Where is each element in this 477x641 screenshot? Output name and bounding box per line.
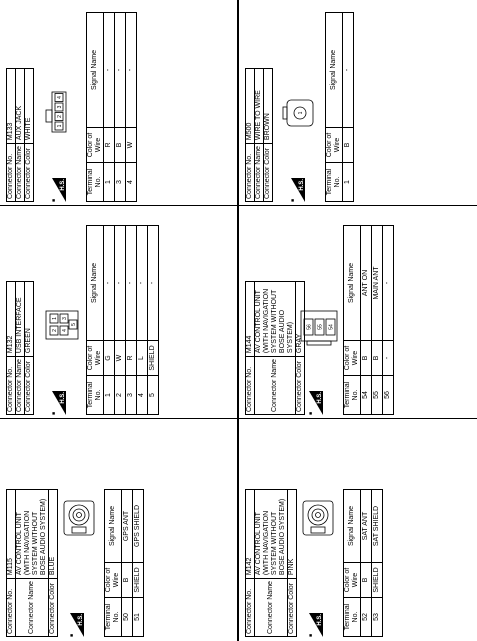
hs-badge-icon <box>291 178 305 202</box>
wire-color-cell: B <box>115 128 126 163</box>
connector-no-label: Connector No. <box>246 357 255 415</box>
connector-info-table <box>245 281 305 415</box>
section-separator <box>0 418 238 419</box>
connector-color-label: Connector Color <box>49 579 58 637</box>
connector-name-value: AV CONTROL UNIT (WITH NAVIGATION SYSTEM WITHOUT BOSE AUDIO SYSTEM) <box>255 490 288 579</box>
signal-name-cell: - <box>126 226 137 341</box>
connector-name-value: USB INTERFACE <box>16 282 25 357</box>
hs-label: H.S. <box>317 614 323 626</box>
hs-badge-icon <box>309 391 323 415</box>
wire-color-cell: B <box>361 563 372 598</box>
connector-name-label: Connector Name <box>255 357 296 415</box>
color-of-wire-header: Color of Wire <box>344 341 361 376</box>
connector-name-label: Connector Name <box>16 357 25 415</box>
connector-no-value: M132 <box>7 282 16 357</box>
table-row <box>383 226 394 415</box>
wire-color-cell: R <box>126 341 137 376</box>
connector-section-2 <box>0 0 238 206</box>
wire-color-cell: SHIELD <box>133 563 144 598</box>
terminal-no-cell: 56 <box>383 376 394 415</box>
signal-name-header: Signal Name <box>326 13 343 128</box>
color-of-wire-header: Color of Wire <box>105 563 122 598</box>
connector-face-icon <box>299 301 339 349</box>
pin-number: 1 <box>57 124 63 128</box>
table-row <box>104 13 115 202</box>
signal-name-header: Signal Name <box>344 490 361 563</box>
hs-label: H.S. <box>60 179 66 191</box>
wire-color-cell: - <box>383 341 394 376</box>
signal-name-cell: GPS SHIELD <box>133 490 144 563</box>
connector-face-icon <box>42 301 82 349</box>
connector-drawing <box>42 88 87 136</box>
signal-name-header: Signal Name <box>344 226 361 341</box>
signal-name-cell: MAIN ANT <box>372 226 383 341</box>
section-separator <box>239 205 477 206</box>
terminal-no-header: Terminal No. <box>105 598 122 637</box>
pin-number: 55 <box>317 324 324 330</box>
terminal-table <box>343 225 394 415</box>
connector-face-icon <box>42 88 82 136</box>
hs-car-icon: ■ <box>308 633 314 637</box>
color-of-wire-header: Color of Wire <box>326 128 343 163</box>
table-row <box>126 13 137 202</box>
connector-face-icon <box>299 493 339 541</box>
hs-label: H.S. <box>317 392 323 404</box>
terminal-no-cell: 3 <box>115 163 126 202</box>
table-row <box>126 226 137 415</box>
connector-color-label: Connector Color <box>25 357 34 415</box>
color-of-wire-header: Color of Wire <box>87 341 104 376</box>
color-of-wire-header: Color of Wire <box>344 563 361 598</box>
signal-name-cell: - <box>115 13 126 128</box>
pin-number: 3 <box>62 317 68 320</box>
connector-name-label: Connector Name <box>255 144 264 202</box>
terminal-table <box>325 12 354 202</box>
upper-row <box>0 0 238 641</box>
pin-number: 4 <box>62 329 68 332</box>
hs-car-icon: ■ <box>51 198 57 202</box>
terminal-no-cell: 53 <box>372 598 383 637</box>
connector-info-table <box>6 489 58 637</box>
connector-no-label: Connector No. <box>7 357 16 415</box>
terminal-table <box>104 489 144 637</box>
connector-face-icon <box>60 493 100 541</box>
hs-badge-icon <box>70 613 84 637</box>
connector-color-label: Connector Color <box>264 144 273 202</box>
lower-row <box>239 0 477 641</box>
terminal-no-header: Terminal No. <box>344 376 361 415</box>
terminal-no-cell: 1 <box>104 376 115 415</box>
pin-number: 1 <box>298 111 304 115</box>
signal-name-header: Signal Name <box>87 226 104 341</box>
table-row <box>115 13 126 202</box>
connector-info-table <box>245 68 273 202</box>
wire-color-cell: W <box>115 341 126 376</box>
hs-car-icon: ■ <box>290 198 296 202</box>
wire-color-cell: B <box>361 341 372 376</box>
connector-color-label: Connector Color <box>288 579 297 637</box>
connector-drawing <box>42 301 87 349</box>
section-separator <box>0 205 238 206</box>
section-separator <box>239 418 477 419</box>
hs-label: H.S. <box>78 614 84 626</box>
connector-color-value: BROWN <box>264 69 273 144</box>
hs-car-icon: ■ <box>69 633 75 637</box>
hs-badge-icon <box>52 391 66 415</box>
terminal-no-cell: 5 <box>148 376 159 415</box>
signal-name-cell: - <box>148 226 159 341</box>
connector-name-label: Connector Name <box>255 579 288 637</box>
terminal-no-header: Terminal No. <box>326 163 343 202</box>
pin-number: 1 <box>52 317 58 320</box>
signal-name-cell: - <box>104 13 115 128</box>
terminal-no-cell: 4 <box>137 376 148 415</box>
connector-no-label: Connector No. <box>7 579 16 637</box>
terminal-no-cell: 50 <box>122 598 133 637</box>
pin-number: 3 <box>57 105 63 109</box>
connector-name-value: WIRE TO WIRE <box>255 69 264 144</box>
connector-name-value: AUX JACK <box>16 69 25 144</box>
signal-name-cell: - <box>137 226 148 341</box>
wire-color-cell: B <box>372 341 383 376</box>
connector-drawing <box>281 88 326 136</box>
signal-name-cell: SAT SHIELD <box>372 490 383 563</box>
hs-label: H.S. <box>299 179 305 191</box>
wire-color-cell: B <box>343 128 354 163</box>
terminal-no-cell: 1 <box>104 163 115 202</box>
table-row <box>361 226 372 415</box>
connector-name-value: AV CONTROL UNIT (WITH NAVIGATION SYSTEM WITHOUT BOSE AUDIO SYSTEM) <box>255 282 296 357</box>
signal-name-cell: ANT ON <box>361 226 372 341</box>
pin-number: 54 <box>328 324 335 330</box>
wire-color-cell: R <box>104 128 115 163</box>
wire-color-cell: SHIELD <box>372 563 383 598</box>
pin-number: 5 <box>71 323 77 326</box>
connector-drawing <box>299 301 344 349</box>
terminal-no-cell: 2 <box>115 376 126 415</box>
connector-name-value: AV CONTROL UNIT (WITH NAVIGATION SYSTEM WITHOUT BOSE AUDIO SYSTEM) <box>16 490 49 579</box>
color-of-wire-header: Color of Wire <box>87 128 104 163</box>
wire-color-cell: L <box>137 341 148 376</box>
terminal-no-cell: 54 <box>361 376 372 415</box>
connector-no-label: Connector No. <box>7 144 16 202</box>
connector-no-value: M115 <box>7 490 16 579</box>
terminal-no-cell: 1 <box>343 163 354 202</box>
connector-no-value: M144 <box>246 282 255 357</box>
connector-section-3 <box>239 419 477 641</box>
signal-name-cell: - <box>126 13 137 128</box>
connector-face-icon <box>281 88 321 136</box>
connector-drawing <box>60 493 105 541</box>
hs-badge-icon <box>309 613 323 637</box>
table-row <box>148 226 159 415</box>
connector-name-label: Connector Name <box>16 579 49 637</box>
terminal-no-cell: 3 <box>126 376 137 415</box>
terminal-no-header: Terminal No. <box>344 598 361 637</box>
table-row <box>361 490 372 637</box>
connector-info-table <box>6 281 34 415</box>
pin-number: 2 <box>57 115 63 118</box>
terminal-no-cell: 4 <box>126 163 137 202</box>
connector-section-4 <box>239 206 477 419</box>
wire-color-cell: W <box>126 128 137 163</box>
signal-name-header: Signal Name <box>105 490 122 563</box>
connector-no-label: Connector No. <box>246 579 255 637</box>
connector-section-1 <box>0 206 238 419</box>
terminal-table <box>343 489 383 637</box>
connector-no-label: Connector No. <box>246 144 255 202</box>
pin-number: 2 <box>52 329 58 332</box>
wire-color-cell: B <box>122 563 133 598</box>
hs-badge-icon <box>52 178 66 202</box>
terminal-no-cell: 51 <box>133 598 144 637</box>
pin-number: 56 <box>306 324 313 330</box>
connector-section-5 <box>239 0 477 206</box>
pin-number: 4 <box>57 96 63 99</box>
connector-section-0 <box>0 419 238 641</box>
signal-name-cell: - <box>343 13 354 128</box>
table-row <box>372 490 383 637</box>
signal-name-header: Signal Name <box>87 13 104 128</box>
wire-color-cell: G <box>104 341 115 376</box>
connector-color-value: WHITE <box>25 69 34 144</box>
terminal-table <box>86 12 137 202</box>
signal-name-cell: SAT ANT <box>361 490 372 563</box>
signal-name-cell: - <box>104 226 115 341</box>
terminal-no-cell: 55 <box>372 376 383 415</box>
connector-info-table <box>245 489 297 637</box>
connector-info-table <box>6 68 34 202</box>
connector-no-value: M500 <box>246 69 255 144</box>
connector-color-label: Connector Color <box>296 357 305 415</box>
terminal-no-cell: 52 <box>361 598 372 637</box>
connector-drawing <box>299 493 344 541</box>
hs-car-icon: ■ <box>51 411 57 415</box>
connector-name-label: Connector Name <box>16 144 25 202</box>
hs-label: H.S. <box>60 392 66 404</box>
connector-color-value: BLUE <box>49 490 58 579</box>
wire-color-cell: SHIELD <box>148 341 159 376</box>
terminal-table <box>86 225 159 415</box>
table-row <box>343 13 354 202</box>
connector-color-value: PINK <box>288 490 297 579</box>
signal-name-cell: - <box>115 226 126 341</box>
connector-color-value: GREEN <box>25 282 34 357</box>
table-row <box>122 490 133 637</box>
signal-name-cell: - <box>383 226 394 341</box>
terminal-no-header: Terminal No. <box>87 376 104 415</box>
signal-name-cell: GPS ANT <box>122 490 133 563</box>
connector-no-value: M133 <box>7 69 16 144</box>
connector-color-label: Connector Color <box>25 144 34 202</box>
table-row <box>137 226 148 415</box>
connector-color-value: GRAY <box>296 282 305 357</box>
hs-car-icon: ■ <box>308 411 314 415</box>
table-row <box>133 490 144 637</box>
connector-no-value: M142 <box>246 490 255 579</box>
table-row <box>115 226 126 415</box>
terminal-no-header: Terminal No. <box>87 163 104 202</box>
table-row <box>372 226 383 415</box>
table-row <box>104 226 115 415</box>
